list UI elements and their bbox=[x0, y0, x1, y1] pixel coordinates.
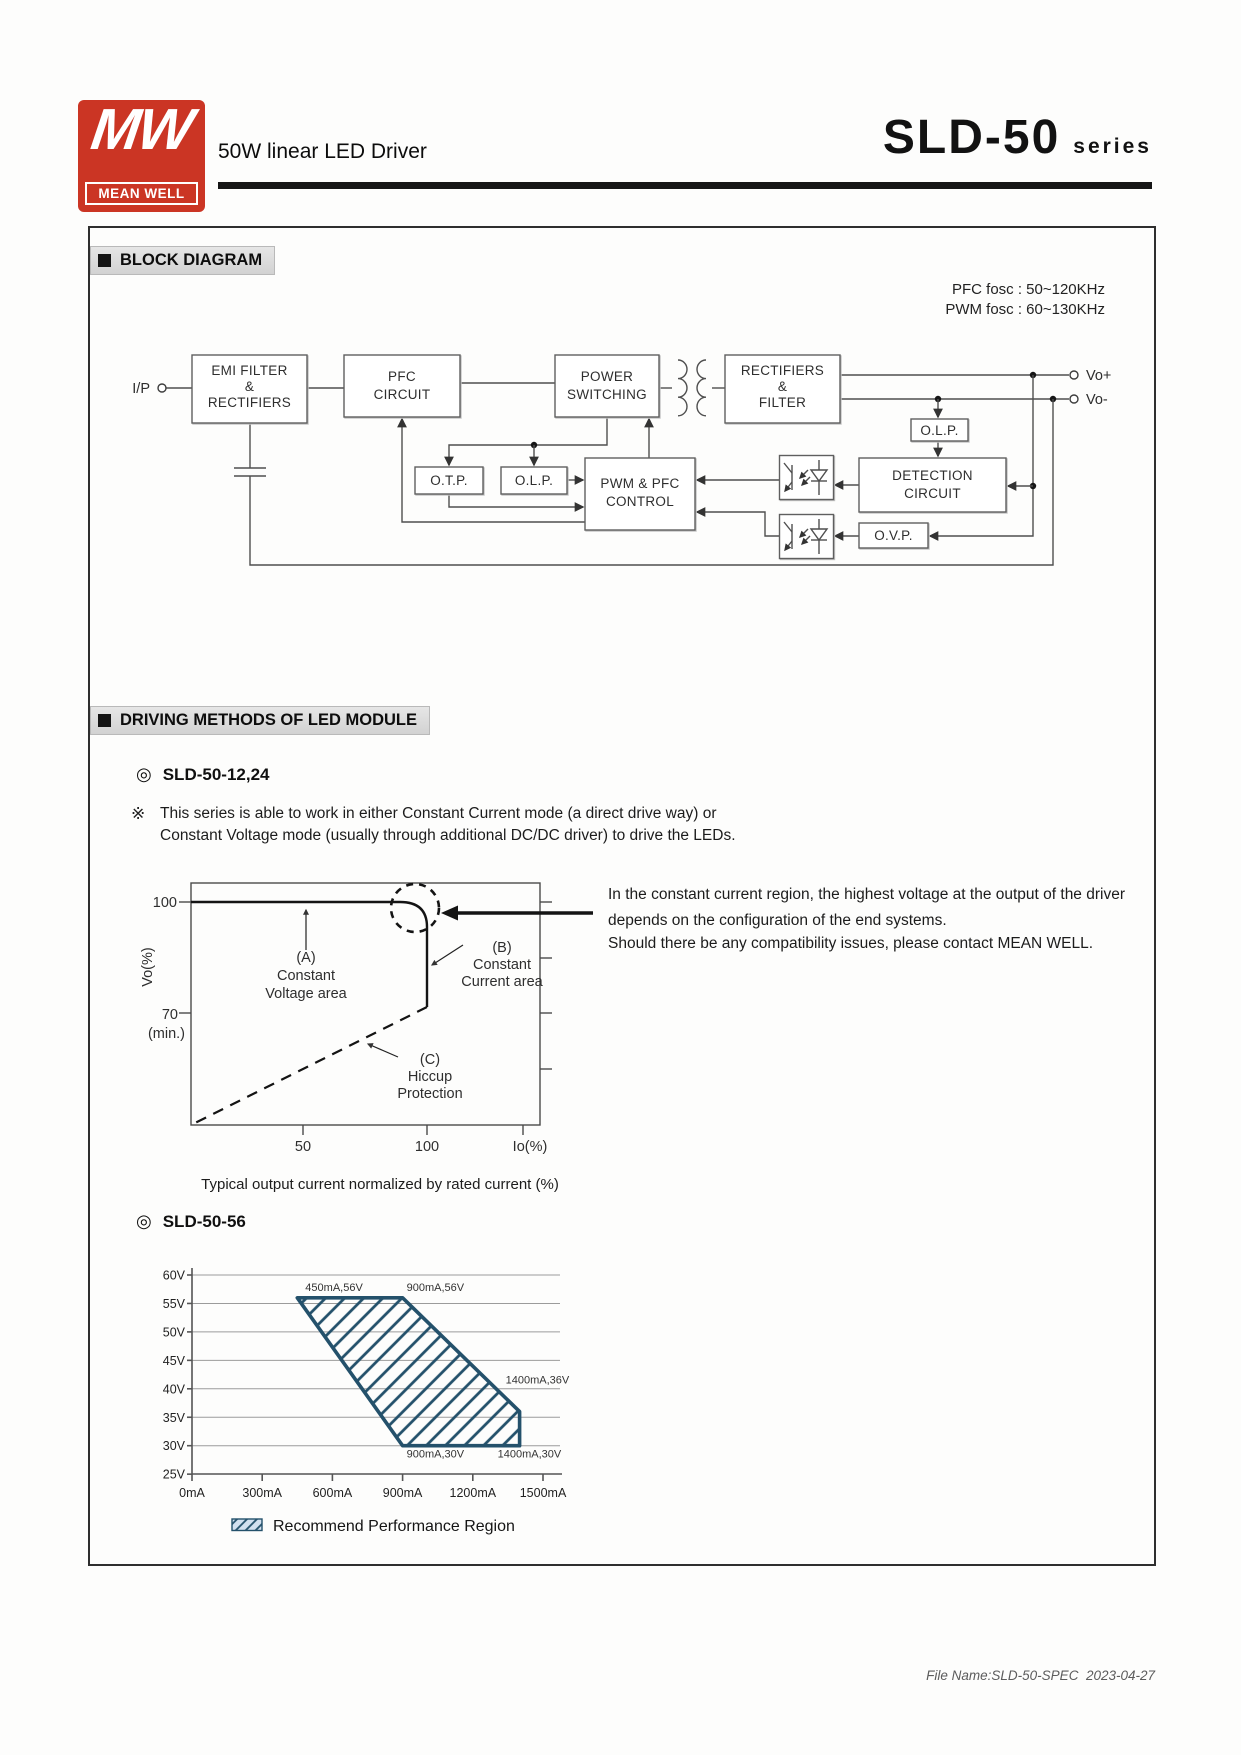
x-tick-label: 900mA bbox=[382, 1486, 423, 1500]
x-tick-label: 0mA bbox=[179, 1486, 205, 1500]
section-bullet-icon bbox=[98, 254, 111, 267]
optocoupler-icon bbox=[780, 515, 834, 559]
x-tick-label: 600mA bbox=[312, 1486, 353, 1500]
recommend-performance-region bbox=[297, 1298, 519, 1446]
chart1-plot-frame bbox=[191, 883, 540, 1125]
mean-well-logo bbox=[78, 97, 205, 212]
box-label: O.L.P. bbox=[514, 473, 554, 488]
cc-region-text-3: Should there be any compatibility issues, please contact MEAN WELL. bbox=[608, 935, 1094, 952]
footer-file-info: File Name:SLD-50-SPEC 2023-04-27 bbox=[926, 1668, 1155, 1683]
box-label: CIRCUIT bbox=[904, 486, 961, 501]
y-tick-label: 70 bbox=[161, 1007, 178, 1023]
y-tick-label: (min.) bbox=[147, 1026, 185, 1042]
x-tick-label: 1200mA bbox=[449, 1486, 497, 1500]
fosc-notes bbox=[945, 280, 1105, 320]
y-tick-label: 100 bbox=[152, 895, 177, 911]
output-characteristic-chart bbox=[130, 870, 600, 1170]
annotation-a: (A) bbox=[296, 950, 316, 966]
note-line-1: This series is able to work in either Constant Current mode (a direct drive way) or bbox=[160, 805, 717, 822]
pfc-circuit-box bbox=[344, 355, 460, 417]
x-tick-label: 50 bbox=[294, 1139, 312, 1155]
box-label: RECTIFIERS bbox=[740, 363, 825, 378]
y-tick-label: 55V bbox=[162, 1296, 185, 1311]
transformer-secondary-coil bbox=[697, 360, 706, 416]
point-label: 450mA,56V bbox=[305, 1281, 363, 1294]
emi-filter-box bbox=[192, 355, 307, 423]
power-switching-box bbox=[555, 355, 659, 417]
box-label: SWITCHING bbox=[567, 387, 647, 402]
annotation-a: Voltage area bbox=[265, 986, 347, 1002]
section-bullet-icon bbox=[98, 714, 111, 727]
model-name: SLD-50-12,24 bbox=[162, 764, 270, 784]
chart1-caption: Typical output current normalized by rated current (%) bbox=[201, 1176, 559, 1193]
vo-plus-label: Vo+ bbox=[1086, 368, 1112, 384]
section-header-block-diagram bbox=[90, 246, 275, 275]
vo-minus-label: Vo- bbox=[1086, 392, 1108, 408]
olp-output-box bbox=[911, 419, 968, 441]
box-label: DETECTION bbox=[892, 468, 973, 483]
corner-highlight-circle bbox=[391, 884, 439, 932]
cc-region-text-1: In the constant current region, the highest voltage at the output of the driver bbox=[608, 886, 1125, 903]
note-line-2: Constant Voltage mode (usually through additional DC/DC driver) to drive the LEDs. bbox=[160, 827, 736, 844]
box-label: & bbox=[777, 379, 788, 394]
box-label: RECTIFIERS bbox=[207, 395, 292, 410]
header-rule bbox=[218, 182, 1152, 189]
legend-label: Recommend Performance Region bbox=[273, 1518, 515, 1535]
cc-region-text-2: depends on the configuration of the end systems. bbox=[608, 912, 947, 929]
y-tick-label: 25V bbox=[162, 1467, 185, 1482]
y-tick-label: 40V bbox=[162, 1382, 185, 1397]
chart2-legend bbox=[232, 1518, 515, 1535]
vo-plus-terminal bbox=[1070, 368, 1111, 384]
block-diagram bbox=[88, 330, 1152, 590]
y-axis-label: Vo(%) bbox=[140, 947, 156, 987]
point-label: 1400mA,36V bbox=[505, 1374, 570, 1387]
callout-arrow-head bbox=[441, 906, 458, 921]
section-header-driving-methods bbox=[90, 706, 430, 735]
hiccup-protection-line bbox=[191, 1007, 427, 1125]
box-label: POWER bbox=[580, 369, 634, 384]
rectifiers-filter-box bbox=[725, 355, 840, 423]
chart1-annotations bbox=[265, 910, 543, 1102]
model-heading-sld-50-56 bbox=[136, 1211, 246, 1232]
box-label: FILTER bbox=[758, 395, 807, 410]
note-asterisk-icon: ※ bbox=[131, 804, 146, 823]
transformer-primary-coil bbox=[678, 360, 687, 416]
input-terminal-circle bbox=[158, 384, 166, 392]
annotation-a: Constant bbox=[276, 968, 336, 984]
input-terminal bbox=[132, 381, 166, 397]
box-label: O.L.P. bbox=[920, 423, 959, 438]
pwm-fosc-note: PWM fosc : 60~130KHz bbox=[945, 301, 1105, 318]
series-suffix: series bbox=[1073, 135, 1152, 158]
point-label: 1400mA,30V bbox=[497, 1448, 562, 1461]
section-title: BLOCK DIAGRAM bbox=[120, 251, 263, 269]
box-label: O.T.P. bbox=[430, 473, 468, 488]
series-title bbox=[640, 110, 1152, 165]
model-bullet-icon: ◎ bbox=[136, 764, 152, 784]
chart2-region bbox=[297, 1298, 519, 1446]
box-label: PWM & PFC bbox=[600, 476, 680, 491]
annotation-b: Constant bbox=[472, 957, 532, 973]
model-heading-sld-50-12-24 bbox=[136, 764, 270, 785]
otp-box bbox=[415, 467, 483, 494]
point-label: 900mA,56V bbox=[406, 1281, 465, 1294]
pwm-pfc-control-box bbox=[585, 458, 695, 530]
y-tick-label: 50V bbox=[162, 1325, 185, 1340]
x-tick-label: 1500mA bbox=[519, 1486, 567, 1500]
point-label: 900mA,30V bbox=[406, 1448, 465, 1461]
detection-circuit-box bbox=[859, 458, 1006, 512]
model-bullet-icon: ◎ bbox=[136, 1211, 152, 1231]
product-title: 50W linear LED Driver bbox=[218, 140, 427, 163]
box-label: & bbox=[244, 379, 255, 394]
y-tick-label: 30V bbox=[162, 1439, 185, 1454]
y-tick-label: 45V bbox=[162, 1353, 185, 1368]
annotation-c: (C) bbox=[419, 1052, 441, 1068]
optocoupler-icon bbox=[780, 456, 834, 500]
model-name: SLD-50-56 bbox=[162, 1211, 246, 1231]
box-label: O.V.P. bbox=[874, 528, 913, 543]
x-axis-label: Io(%) bbox=[512, 1139, 548, 1155]
mw-logo-icon: MW bbox=[87, 97, 196, 162]
section-title: DRIVING METHODS OF LED MODULE bbox=[120, 711, 417, 729]
x-tick-label: 300mA bbox=[242, 1486, 283, 1500]
annotation-c: Hiccup bbox=[407, 1069, 453, 1085]
chart1-ticks bbox=[179, 902, 552, 1135]
box-label: EMI FILTER bbox=[211, 363, 288, 378]
ovp-box bbox=[859, 523, 928, 548]
box-label: CIRCUIT bbox=[373, 387, 431, 402]
x-tick-label: 100 bbox=[414, 1139, 440, 1155]
box-label: PFC bbox=[388, 369, 416, 384]
annotation-c: Protection bbox=[397, 1086, 463, 1102]
legend-swatch-hatch bbox=[232, 1519, 262, 1531]
olp-input-box bbox=[501, 467, 567, 494]
performance-region-chart bbox=[130, 1255, 620, 1555]
series-name: SLD-50 bbox=[882, 111, 1061, 164]
pfc-fosc-note: PFC fosc : 50~120KHz bbox=[952, 281, 1105, 298]
logo-brand-name: MEAN WELL bbox=[85, 182, 198, 205]
chart1-curves bbox=[191, 884, 593, 1125]
annotation-b: (B) bbox=[492, 940, 512, 956]
annotation-b: Current area bbox=[461, 974, 543, 990]
input-label: I/P bbox=[132, 381, 150, 397]
y-tick-label: 60V bbox=[162, 1268, 185, 1283]
vo-minus-terminal bbox=[1070, 392, 1108, 408]
chart1-tick-labels bbox=[140, 895, 547, 1155]
y-tick-label: 35V bbox=[162, 1410, 185, 1425]
box-label: CONTROL bbox=[605, 494, 675, 509]
